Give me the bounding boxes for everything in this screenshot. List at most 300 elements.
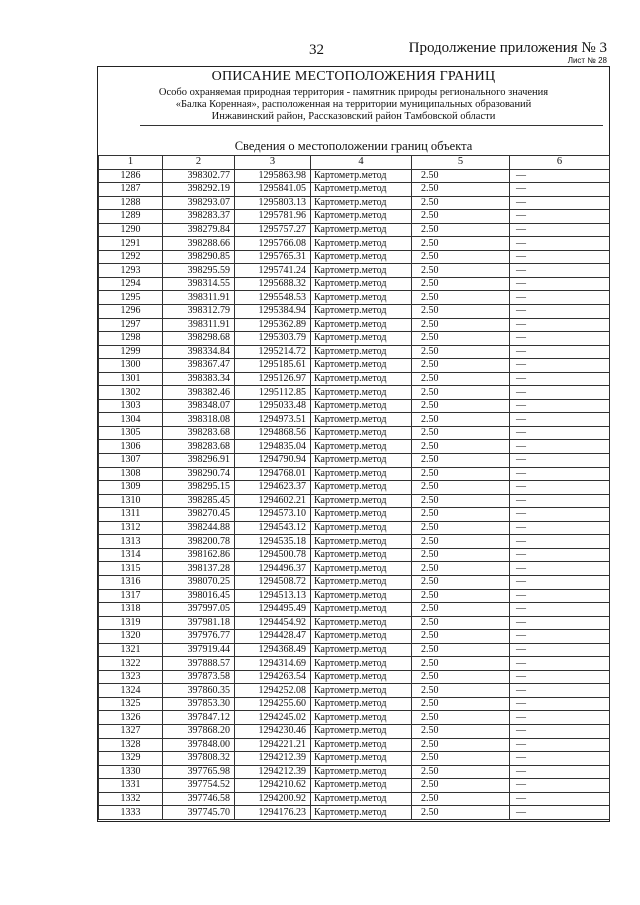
point-number-cell: 1317 xyxy=(99,589,163,603)
description-cell: — xyxy=(510,738,610,752)
description-cell: — xyxy=(510,454,610,468)
description-cell: — xyxy=(510,196,610,210)
y-coordinate-cell: 1294210.62 xyxy=(235,779,311,793)
accuracy-cell: 2.50 xyxy=(412,548,510,562)
method-cell: Картометр.метод xyxy=(311,630,412,644)
y-coordinate-cell: 1294314.69 xyxy=(235,657,311,671)
point-number-cell: 1299 xyxy=(99,345,163,359)
accuracy-cell: 2.50 xyxy=(412,494,510,508)
point-number-cell: 1307 xyxy=(99,454,163,468)
y-coordinate-cell: 1294212.39 xyxy=(235,752,311,766)
method-cell: Картометр.метод xyxy=(311,210,412,224)
table-row xyxy=(99,575,610,589)
x-coordinate-cell: 398200.78 xyxy=(163,535,235,549)
x-coordinate-cell: 398283.68 xyxy=(163,426,235,440)
x-coordinate-cell: 397868.20 xyxy=(163,724,235,738)
y-coordinate-cell: 1294543.12 xyxy=(235,521,311,535)
y-coordinate-cell: 1295765.31 xyxy=(235,250,311,264)
section-title: Сведения о местоположении границ объекта xyxy=(234,139,473,153)
point-number-cell: 1305 xyxy=(99,426,163,440)
y-coordinate-cell: 1294500.78 xyxy=(235,548,311,562)
description-cell: — xyxy=(510,724,610,738)
description-cell: — xyxy=(510,616,610,630)
table-row xyxy=(99,765,610,779)
description-cell: — xyxy=(510,535,610,549)
method-cell: Картометр.метод xyxy=(311,481,412,495)
point-number-cell: 1327 xyxy=(99,724,163,738)
description-cell: — xyxy=(510,508,610,522)
point-number-cell: 1320 xyxy=(99,630,163,644)
point-number-cell: 1322 xyxy=(99,657,163,671)
table-row xyxy=(99,332,610,346)
method-cell: Картометр.метод xyxy=(311,169,412,183)
method-cell: Картометр.метод xyxy=(311,643,412,657)
x-coordinate-cell: 398296.91 xyxy=(163,454,235,468)
method-cell: Картометр.метод xyxy=(311,548,412,562)
description-cell: — xyxy=(510,643,610,657)
method-cell: Картометр.метод xyxy=(311,806,412,820)
method-cell: Картометр.метод xyxy=(311,792,412,806)
description-cell: — xyxy=(510,332,610,346)
accuracy-cell: 2.50 xyxy=(412,372,510,386)
x-coordinate-cell: 398285.45 xyxy=(163,494,235,508)
y-coordinate-cell: 1294255.60 xyxy=(235,697,311,711)
point-number-cell: 1312 xyxy=(99,521,163,535)
y-coordinate-cell: 1294623.37 xyxy=(235,481,311,495)
accuracy-cell: 2.50 xyxy=(412,386,510,400)
method-cell: Картометр.метод xyxy=(311,562,412,576)
x-coordinate-cell: 397919.44 xyxy=(163,643,235,657)
y-coordinate-cell: 1295863.98 xyxy=(235,169,311,183)
x-coordinate-cell: 398279.84 xyxy=(163,223,235,237)
x-coordinate-cell: 398292.19 xyxy=(163,183,235,197)
table-row xyxy=(99,359,610,373)
point-number-cell: 1288 xyxy=(99,196,163,210)
description-cell: — xyxy=(510,670,610,684)
accuracy-cell: 2.50 xyxy=(412,318,510,332)
boundary-table-wrapper xyxy=(98,155,609,820)
table-row xyxy=(99,413,610,427)
table-row xyxy=(99,657,610,671)
document-title: ОПИСАНИЕ МЕСТОПОЛОЖЕНИЯ ГРАНИЦ xyxy=(211,69,496,84)
description-cell: — xyxy=(510,589,610,603)
accuracy-cell: 2.50 xyxy=(412,413,510,427)
appendix-title: Продолжение приложения № 3 xyxy=(408,40,607,56)
method-cell: Картометр.метод xyxy=(311,318,412,332)
method-cell: Картометр.метод xyxy=(311,684,412,698)
y-coordinate-cell: 1294221.21 xyxy=(235,738,311,752)
description-cell: — xyxy=(510,210,610,224)
x-coordinate-cell: 398298.68 xyxy=(163,332,235,346)
x-coordinate-cell: 397754.52 xyxy=(163,779,235,793)
point-number-cell: 1310 xyxy=(99,494,163,508)
table-row xyxy=(99,291,610,305)
x-coordinate-cell: 397745.70 xyxy=(163,806,235,820)
y-coordinate-cell: 1295126.97 xyxy=(235,372,311,386)
x-coordinate-cell: 398293.07 xyxy=(163,196,235,210)
table-row xyxy=(99,589,610,603)
table-row xyxy=(99,399,610,413)
accuracy-cell: 2.50 xyxy=(412,589,510,603)
point-number-cell: 1308 xyxy=(99,467,163,481)
y-coordinate-cell: 1295741.24 xyxy=(235,264,311,278)
x-coordinate-cell: 398302.77 xyxy=(163,169,235,183)
table-row xyxy=(99,670,610,684)
description-cell: — xyxy=(510,467,610,481)
x-coordinate-cell: 398367.47 xyxy=(163,359,235,373)
y-coordinate-cell: 1294573.10 xyxy=(235,508,311,522)
table-body xyxy=(99,169,610,819)
accuracy-cell: 2.50 xyxy=(412,454,510,468)
y-coordinate-cell: 1294368.49 xyxy=(235,643,311,657)
description-cell: — xyxy=(510,792,610,806)
y-coordinate-cell: 1294602.21 xyxy=(235,494,311,508)
method-cell: Картометр.метод xyxy=(311,494,412,508)
x-coordinate-cell: 398383.34 xyxy=(163,372,235,386)
table-row xyxy=(99,711,610,725)
x-coordinate-cell: 398283.37 xyxy=(163,210,235,224)
accuracy-cell: 2.50 xyxy=(412,806,510,820)
y-coordinate-cell: 1295757.27 xyxy=(235,223,311,237)
column-header: 2 xyxy=(163,156,235,170)
table-row xyxy=(99,169,610,183)
x-coordinate-cell: 397997.05 xyxy=(163,603,235,617)
table-row xyxy=(99,738,610,752)
description-header xyxy=(98,67,609,125)
point-number-cell: 1304 xyxy=(99,413,163,427)
x-coordinate-cell: 397746.58 xyxy=(163,792,235,806)
sheet-number: Лист № 28 xyxy=(567,56,607,65)
table-row xyxy=(99,318,610,332)
method-cell: Картометр.метод xyxy=(311,738,412,752)
column-header: 5 xyxy=(412,156,510,170)
y-coordinate-cell: 1295548.53 xyxy=(235,291,311,305)
point-number-cell: 1325 xyxy=(99,697,163,711)
y-coordinate-cell: 1294252.08 xyxy=(235,684,311,698)
accuracy-cell: 2.50 xyxy=(412,765,510,779)
table-row xyxy=(99,643,610,657)
table-row xyxy=(99,616,610,630)
description-cell: — xyxy=(510,264,610,278)
table-row xyxy=(99,630,610,644)
y-coordinate-cell: 1294230.46 xyxy=(235,724,311,738)
x-coordinate-cell: 398318.08 xyxy=(163,413,235,427)
method-cell: Картометр.метод xyxy=(311,372,412,386)
y-coordinate-cell: 1295033.48 xyxy=(235,399,311,413)
accuracy-cell: 2.50 xyxy=(412,250,510,264)
description-line-1: Особо охраняемая природная территория - памятник природы регионального значения xyxy=(158,87,549,98)
description-cell: — xyxy=(510,657,610,671)
x-coordinate-cell: 398283.68 xyxy=(163,440,235,454)
y-coordinate-cell: 1295841.05 xyxy=(235,183,311,197)
y-coordinate-cell: 1294245.02 xyxy=(235,711,311,725)
point-number-cell: 1323 xyxy=(99,670,163,684)
x-coordinate-cell: 398290.85 xyxy=(163,250,235,264)
description-cell: — xyxy=(510,779,610,793)
description-cell: — xyxy=(510,237,610,251)
x-coordinate-cell: 398314.55 xyxy=(163,277,235,291)
accuracy-cell: 2.50 xyxy=(412,697,510,711)
point-number-cell: 1294 xyxy=(99,277,163,291)
accuracy-cell: 2.50 xyxy=(412,575,510,589)
y-coordinate-cell: 1294263.54 xyxy=(235,670,311,684)
method-cell: Картометр.метод xyxy=(311,697,412,711)
point-number-cell: 1303 xyxy=(99,399,163,413)
table-row xyxy=(99,264,610,278)
description-line-2: «Балка Коренная», расположенная на территории муниципальных образований xyxy=(175,99,532,110)
y-coordinate-cell: 1294513.13 xyxy=(235,589,311,603)
y-coordinate-cell: 1294508.72 xyxy=(235,575,311,589)
table-row xyxy=(99,494,610,508)
x-coordinate-cell: 398162.86 xyxy=(163,548,235,562)
accuracy-cell: 2.50 xyxy=(412,426,510,440)
table-row xyxy=(99,467,610,481)
y-coordinate-cell: 1294973.51 xyxy=(235,413,311,427)
accuracy-cell: 2.50 xyxy=(412,332,510,346)
method-cell: Картометр.метод xyxy=(311,779,412,793)
y-coordinate-cell: 1295781.96 xyxy=(235,210,311,224)
x-coordinate-cell: 397765.98 xyxy=(163,765,235,779)
table-row xyxy=(99,752,610,766)
description-cell: — xyxy=(510,494,610,508)
x-coordinate-cell: 398070.25 xyxy=(163,575,235,589)
point-number-cell: 1301 xyxy=(99,372,163,386)
x-coordinate-cell: 398295.59 xyxy=(163,264,235,278)
point-number-cell: 1293 xyxy=(99,264,163,278)
table-row xyxy=(99,440,610,454)
description-cell: — xyxy=(510,630,610,644)
description-line-3: Инжавинский район, Рассказовский район Тамбовской области xyxy=(211,111,496,122)
table-row xyxy=(99,210,610,224)
method-cell: Картометр.метод xyxy=(311,264,412,278)
method-cell: Картометр.метод xyxy=(311,616,412,630)
description-cell: — xyxy=(510,521,610,535)
accuracy-cell: 2.50 xyxy=(412,196,510,210)
accuracy-cell: 2.50 xyxy=(412,183,510,197)
accuracy-cell: 2.50 xyxy=(412,684,510,698)
document-frame xyxy=(97,66,610,822)
description-cell: — xyxy=(510,291,610,305)
table-row xyxy=(99,372,610,386)
point-number-cell: 1289 xyxy=(99,210,163,224)
accuracy-cell: 2.50 xyxy=(412,277,510,291)
table-row xyxy=(99,603,610,617)
accuracy-cell: 2.50 xyxy=(412,440,510,454)
method-cell: Картометр.метод xyxy=(311,345,412,359)
accuracy-cell: 2.50 xyxy=(412,291,510,305)
x-coordinate-cell: 398312.79 xyxy=(163,305,235,319)
description-cell: — xyxy=(510,399,610,413)
description-cell: — xyxy=(510,752,610,766)
x-coordinate-cell: 397976.77 xyxy=(163,630,235,644)
description-cell: — xyxy=(510,345,610,359)
method-cell: Картометр.метод xyxy=(311,454,412,468)
y-coordinate-cell: 1294496.37 xyxy=(235,562,311,576)
table-row xyxy=(99,237,610,251)
accuracy-cell: 2.50 xyxy=(412,643,510,657)
method-cell: Картометр.метод xyxy=(311,237,412,251)
method-cell: Картометр.метод xyxy=(311,575,412,589)
method-cell: Картометр.метод xyxy=(311,196,412,210)
table-row xyxy=(99,521,610,535)
description-cell: — xyxy=(510,359,610,373)
method-cell: Картометр.метод xyxy=(311,752,412,766)
table-row xyxy=(99,806,610,820)
description-cell: — xyxy=(510,765,610,779)
accuracy-cell: 2.50 xyxy=(412,345,510,359)
x-coordinate-cell: 398244.88 xyxy=(163,521,235,535)
accuracy-cell: 2.50 xyxy=(412,223,510,237)
table-row xyxy=(99,481,610,495)
y-coordinate-cell: 1295303.79 xyxy=(235,332,311,346)
x-coordinate-cell: 397853.30 xyxy=(163,697,235,711)
point-number-cell: 1319 xyxy=(99,616,163,630)
accuracy-cell: 2.50 xyxy=(412,508,510,522)
x-coordinate-cell: 398295.15 xyxy=(163,481,235,495)
method-cell: Картометр.метод xyxy=(311,305,412,319)
method-cell: Картометр.метод xyxy=(311,589,412,603)
description-cell: — xyxy=(510,562,610,576)
method-cell: Картометр.метод xyxy=(311,277,412,291)
description-cell: — xyxy=(510,684,610,698)
point-number-cell: 1286 xyxy=(99,169,163,183)
description-cell: — xyxy=(510,277,610,291)
description-cell: — xyxy=(510,711,610,725)
table-row xyxy=(99,454,610,468)
point-number-cell: 1333 xyxy=(99,806,163,820)
accuracy-cell: 2.50 xyxy=(412,630,510,644)
x-coordinate-cell: 398270.45 xyxy=(163,508,235,522)
y-coordinate-cell: 1295214.72 xyxy=(235,345,311,359)
method-cell: Картометр.метод xyxy=(311,250,412,264)
description-cell: — xyxy=(510,372,610,386)
method-cell: Картометр.метод xyxy=(311,223,412,237)
description-cell: — xyxy=(510,603,610,617)
column-header: 4 xyxy=(311,156,412,170)
column-header: 3 xyxy=(235,156,311,170)
page-number: 32 xyxy=(309,42,324,58)
point-number-cell: 1329 xyxy=(99,752,163,766)
method-cell: Картометр.метод xyxy=(311,359,412,373)
description-cell: — xyxy=(510,250,610,264)
point-number-cell: 1328 xyxy=(99,738,163,752)
x-coordinate-cell: 397981.18 xyxy=(163,616,235,630)
y-coordinate-cell: 1295766.08 xyxy=(235,237,311,251)
description-cell: — xyxy=(510,806,610,820)
y-coordinate-cell: 1294495.49 xyxy=(235,603,311,617)
description-cell: — xyxy=(510,413,610,427)
method-cell: Картометр.метод xyxy=(311,332,412,346)
table-row xyxy=(99,386,610,400)
accuracy-cell: 2.50 xyxy=(412,210,510,224)
column-header: 6 xyxy=(510,156,610,170)
table-row xyxy=(99,548,610,562)
x-coordinate-cell: 397860.35 xyxy=(163,684,235,698)
accuracy-cell: 2.50 xyxy=(412,752,510,766)
method-cell: Картометр.метод xyxy=(311,440,412,454)
description-cell: — xyxy=(510,183,610,197)
y-coordinate-cell: 1294790.94 xyxy=(235,454,311,468)
point-number-cell: 1300 xyxy=(99,359,163,373)
point-number-cell: 1297 xyxy=(99,318,163,332)
point-number-cell: 1315 xyxy=(99,562,163,576)
point-number-cell: 1326 xyxy=(99,711,163,725)
description-cell: — xyxy=(510,169,610,183)
accuracy-cell: 2.50 xyxy=(412,616,510,630)
y-coordinate-cell: 1295362.89 xyxy=(235,318,311,332)
point-number-cell: 1290 xyxy=(99,223,163,237)
table-row xyxy=(99,223,610,237)
x-coordinate-cell: 398288.66 xyxy=(163,237,235,251)
accuracy-cell: 2.50 xyxy=(412,738,510,752)
accuracy-cell: 2.50 xyxy=(412,779,510,793)
x-coordinate-cell: 398311.91 xyxy=(163,318,235,332)
accuracy-cell: 2.50 xyxy=(412,467,510,481)
description-cell: — xyxy=(510,697,610,711)
table-row xyxy=(99,535,610,549)
y-coordinate-cell: 1294176.23 xyxy=(235,806,311,820)
table-row xyxy=(99,277,610,291)
point-number-cell: 1318 xyxy=(99,603,163,617)
table-row xyxy=(99,724,610,738)
accuracy-cell: 2.50 xyxy=(412,399,510,413)
description-cell: — xyxy=(510,318,610,332)
table-row xyxy=(99,792,610,806)
x-coordinate-cell: 397888.57 xyxy=(163,657,235,671)
table-row xyxy=(99,684,610,698)
description-cell: — xyxy=(510,548,610,562)
accuracy-cell: 2.50 xyxy=(412,521,510,535)
y-coordinate-cell: 1295384.94 xyxy=(235,305,311,319)
accuracy-cell: 2.50 xyxy=(412,657,510,671)
description-cell: — xyxy=(510,223,610,237)
accuracy-cell: 2.50 xyxy=(412,169,510,183)
method-cell: Картометр.метод xyxy=(311,399,412,413)
description-cell: — xyxy=(510,440,610,454)
table-row xyxy=(99,426,610,440)
point-number-cell: 1309 xyxy=(99,481,163,495)
description-cell: — xyxy=(510,426,610,440)
point-number-cell: 1331 xyxy=(99,779,163,793)
y-coordinate-cell: 1294200.92 xyxy=(235,792,311,806)
method-cell: Картометр.метод xyxy=(311,724,412,738)
accuracy-cell: 2.50 xyxy=(412,670,510,684)
method-cell: Картометр.метод xyxy=(311,521,412,535)
x-coordinate-cell: 398290.74 xyxy=(163,467,235,481)
accuracy-cell: 2.50 xyxy=(412,535,510,549)
table-row xyxy=(99,196,610,210)
y-coordinate-cell: 1295803.13 xyxy=(235,196,311,210)
y-coordinate-cell: 1295688.32 xyxy=(235,277,311,291)
method-cell: Картометр.метод xyxy=(311,657,412,671)
accuracy-cell: 2.50 xyxy=(412,603,510,617)
table-header-row xyxy=(99,156,610,170)
point-number-cell: 1313 xyxy=(99,535,163,549)
x-coordinate-cell: 398348.07 xyxy=(163,399,235,413)
point-number-cell: 1316 xyxy=(99,575,163,589)
method-cell: Картометр.метод xyxy=(311,426,412,440)
accuracy-cell: 2.50 xyxy=(412,264,510,278)
accuracy-cell: 2.50 xyxy=(412,305,510,319)
table-row xyxy=(99,562,610,576)
point-number-cell: 1296 xyxy=(99,305,163,319)
method-cell: Картометр.метод xyxy=(311,765,412,779)
x-coordinate-cell: 398382.46 xyxy=(163,386,235,400)
x-coordinate-cell: 397847.12 xyxy=(163,711,235,725)
accuracy-cell: 2.50 xyxy=(412,562,510,576)
table-row xyxy=(99,697,610,711)
y-coordinate-cell: 1294454.92 xyxy=(235,616,311,630)
